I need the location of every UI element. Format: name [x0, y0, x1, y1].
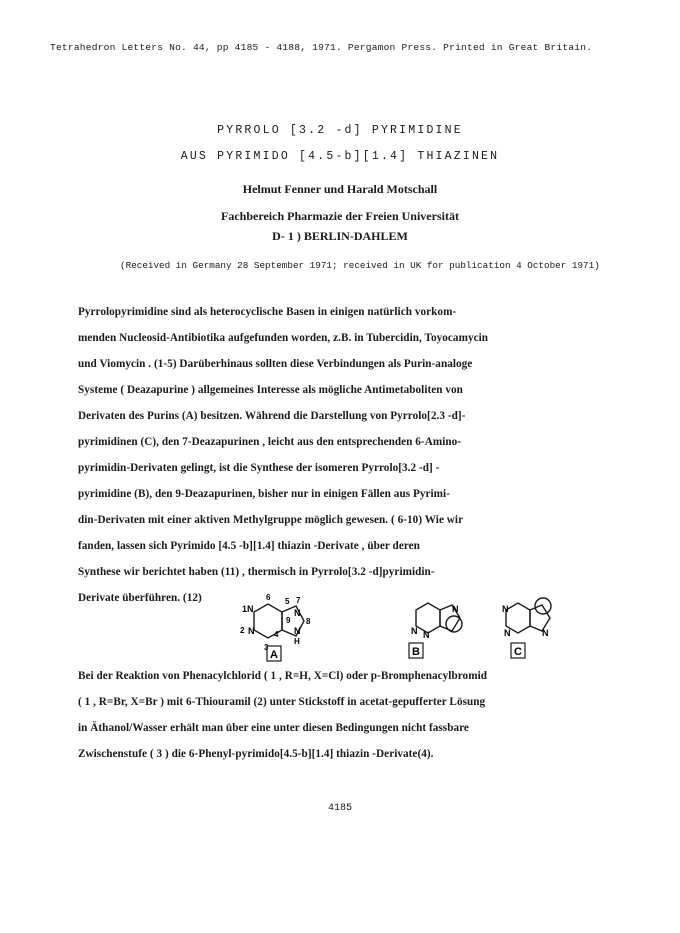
authors: Helmut Fenner und Harald Motschall [242, 182, 438, 196]
atom-label: 9 [286, 616, 291, 625]
atom-label: 5 [285, 597, 290, 606]
atom-label: N [294, 608, 301, 618]
structure-label-a: A [270, 649, 278, 661]
body-line: pyrimidinen (C), den 7-Deazapurinen , leicht aus den entsprechenden 6-Amino- [78, 436, 462, 448]
body-line: menden Nucleosid-Antibiotika aufgefunden worden, z.B. in Tubercidin, Toyocamycin [78, 332, 489, 344]
atom-label: 7 [296, 596, 301, 605]
body-line: Derivaten des Purins (A) besitzen. Während die Darstellung von Pyrrolo[2.3 -d]- [78, 410, 466, 422]
body-line: und Viomycin . (1-5) Darüberhinaus sollten diese Verbindungen als Purin-analoge [78, 358, 473, 370]
atom-label: 3 [264, 643, 269, 652]
atom-label: N [502, 604, 509, 614]
body-line: din-Derivaten mit einer aktiven Methylgruppe möglich gewesen. ( 6-10) Wie wir [78, 514, 464, 526]
received-dates: (Received in Germany 28 September 1971; received in UK for publication 4 October 1971) [120, 260, 600, 271]
atom-label: 8 [306, 617, 311, 626]
atom-label: N [504, 628, 511, 638]
structure-label-b: B [412, 646, 420, 658]
body-line: Systeme ( Deazapurine ) allgemeines Interesse als mögliche Antimetaboliten von [78, 384, 463, 396]
body-line: Derivate überführen. (12) [78, 592, 202, 604]
atom-label: N [248, 626, 255, 636]
atom-label: 4 [274, 630, 279, 639]
body-line: ( 1 , R=Br, X=Br ) mit 6-Thiouramil (2) unter Stickstoff in acetat-gepufferter Lösung [78, 696, 486, 708]
atom-label: 2 [240, 626, 245, 635]
affiliation-line-2: D- 1 ) BERLIN-DAHLEM [272, 229, 408, 243]
title-line-2: AUS PYRIMIDO [4.5-b][1.4] THIAZINEN [180, 150, 500, 163]
structure-diagrams [230, 590, 570, 665]
atom-label: H [294, 637, 300, 646]
atom-label: 1N [242, 604, 254, 614]
atom-label: N [423, 630, 430, 640]
journal-header: Tetrahedron Letters No. 44, pp 4185 - 4188, 1971. Pergamon Press. Printed in Great Britain. [50, 42, 593, 53]
body-line: fanden, lassen sich Pyrimido [4.5 -b][1.4] thiazin -Derivate , über deren [78, 540, 420, 552]
body-line: Synthese wir berichtet haben (11) , thermisch in Pyrrolo[3.2 -d]pyrimidin- [78, 566, 435, 578]
page-number: 4185 [327, 803, 352, 814]
body-line: Bei der Reaktion von Phenacylchlorid ( 1 , R=H, X=Cl) oder p-Bromphenacylbromid [78, 670, 487, 682]
atom-label: N [542, 628, 549, 638]
body-line: Zwischenstufe ( 3 ) die 6-Phenyl-pyrimido[4.5-b][1.4] thiazin -Derivate(4). [78, 748, 434, 760]
affiliation-line-1: Fachbereich Pharmazie der Freien Universität [221, 209, 459, 223]
atom-label: 6 [266, 593, 271, 602]
atom-label: N [294, 626, 301, 636]
title-line-1: PYRROLO [3.2 -d] PYRIMIDINE [217, 124, 463, 137]
structure-label-c: C [514, 646, 522, 658]
body-line: pyrimidine (B), den 9-Deazapurinen, bisher nur in einigen Fällen aus Pyrimi- [78, 488, 450, 500]
body-line: Pyrrolopyrimidine sind als heterocyclische Basen in einigen natürlich vorkom- [78, 306, 457, 318]
atom-label: N [452, 604, 459, 614]
body-line: pyrimidin-Derivaten gelingt, ist die Synthese der isomeren Pyrrolo[3.2 -d] - [78, 462, 440, 474]
atom-label: N [411, 626, 418, 636]
body-line: in Äthanol/Wasser erhält man über eine unter diesen Bedingungen nicht fassbare [78, 722, 469, 734]
